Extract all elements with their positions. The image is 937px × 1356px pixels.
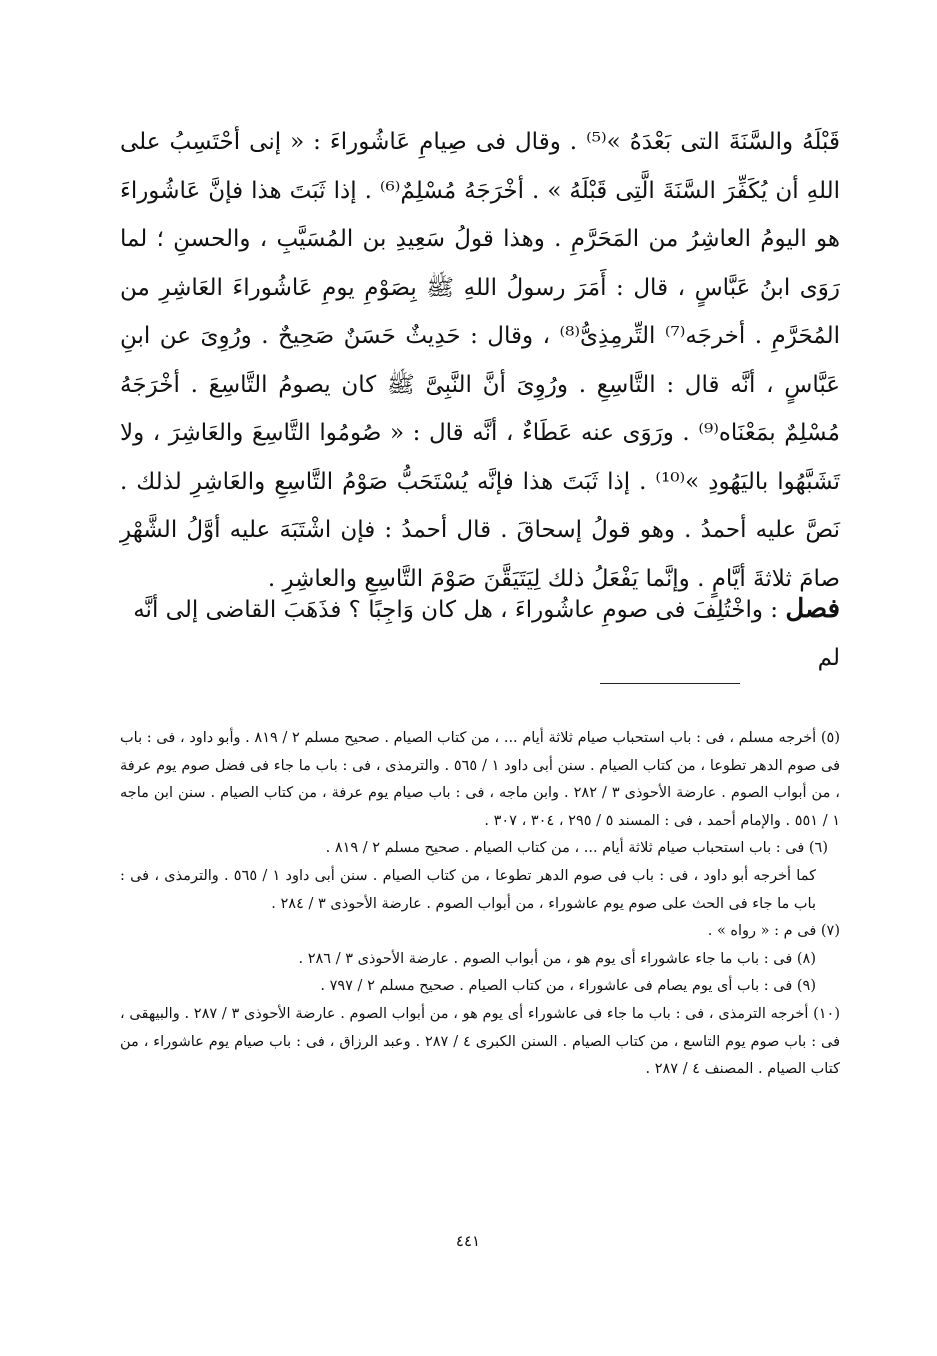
footnote-7: (٧) فى م : « رواه » .: [707, 923, 840, 940]
footnotes-block: [120, 725, 840, 1084]
footnote-10: (١٠) أخرجه الترمذى ، فى : باب ما جاء فى عاشوراء أى يوم هو ، من أبواب الصوم . عارضة الأحوذى ٣ / ٢٨٧ . والبيهقى ، فى : باب صوم يوم التاسع ، من كتاب الصيام . السنن الكبرى ٤ / ٢٨٧ . وعبد الرزاق ، فى : باب صيام يوم عاشوراء ، من كتاب الصيام . المصنف ٤ / ٢٨٧ .: [120, 1005, 841, 1078]
section-text: : واخْتُلِفَ فى صومِ عاشُوراءَ ، هل كان وَاجِبًا ؟ فذَهَبَ القاضى إلى أنَّه لم: [133, 597, 840, 671]
footnote-6-continued: كما أخرجه أبو داود ، فى : باب فى صوم الدهر تطوعا ، من كتاب الصيام . سنن أبى داود ١ / ٥٦٥ . والترمذى ، فى : باب ما جاء فى الحث على صوم يوم عاشوراء ، من أبواب الصوم . عارضة الأحوذى ٣ / ٢٨٤ .: [120, 867, 816, 912]
footnote-6: (٦) فى : باب استحباب صيام ثلاثة أيام ... ، من كتاب الصيام . صحيح مسلم ٢ / ٨١٩ .: [325, 840, 828, 857]
section-heading: فصل: [785, 594, 840, 624]
main-paragraph: قَبْلَهُ والسَّنَةَ التى بَعْدَهُ »⁽⁵⁾ . وقال فى صِيامِ عَاشُوراءَ : « إنى أحْتَسِبُ على اللهِ أن يُكَفِّرَ السَّنَةَ الَّتِى قَبْلَهُ » . أخْرَجَهُ مُسْلِمٌ⁽⁶⁾ . إذا ثَبَتَ هذا فإنَّ عَاشُوراءَ هو اليومُ العاشِرُ من المَحَرَّمِ . وهذا قولُ سَعِيدِ بن المُسَيَّبِ ، والحسنِ ؛ لما رَوَى ابنُ عَبَّاسٍ ، قال : أَمَرَ رسولُ اللهِ ﷺ بِصَوْمِ يومِ عَاشُوراءَ العَاشِرِ من المُحَرَّمِ . أخرجَه⁽⁷⁾ التِّرمِذِىُّ⁽⁸⁾ ، وقال : حَدِيثٌ حَسَنٌ صَحِيحٌ . ورُوِىَ عن ابنِ عَبَّاسٍ ، أنَّه قال : التَّاسِعِ . ورُوِىَ أنَّ النَّبِىَّ ﷺ كان يصومُ التَّاسِعَ . أخْرَجَهُ مُسْلِمٌ بمَعْنَاه⁽⁹⁾ . ورَوَى عنه عَطَاءٌ ، أنَّه قال : « صُومُوا التَّاسِعَ والعَاشِرَ ، ولا تَشَبَّهُوا باليَهُودِ »⁽¹⁰⁾ . إذا ثَبَتَ هذا فإنَّه يُسْتَحَبُّ صَوْمُ التَّاسِعِ والعَاشِرِ لذلك . نَصَّ عليه أحمدُ . وهو قولُ إسحاقَ . قال أحمدُ : فإن اشْتَبَهَ عليه أوَّلُ الشَّهْرِ صامَ ثلاثةَ أيَّامٍ . وإنَّما يَفْعَلُ ذلك لِيَتَيَقَّنَ صَوْمَ التَّاسِعِ والعاشِرِ .: [120, 129, 840, 592]
footnote-divider: [600, 683, 740, 684]
footnote-8: (٨) فى : باب ما جاء عاشوراء أى يوم هو ، من أبواب الصوم . عارضة الأحوذى ٣ / ٢٨٦ .: [298, 950, 816, 967]
footnote-5: (٥) أخرجه مسلم ، فى : باب استحباب صيام ثلاثة أيام ... ، من كتاب الصيام . صحيح مسلم ٢ / ٨١٩ . وأبو داود ، فى : باب فى صوم الدهر تطوعا ، من كتاب الصيام . سنن أبى داود ١ / ٥٦٥ . والترمذى ، فى : باب ما جاء فى فضل صوم يوم عرفة ، من أبواب الصوم . عارضة الأحوذى ٣ / ٢٨٢ . وابن ماجه ، فى : باب صيام يوم عرفة ، من كتاب الصيام . سنن ابن ماجه ١ / ٥٥١ . والإمام أحمد ، فى : المسند ٥ / ٢٩٥ ، ٣٠٤ ، ٣٠٧ .: [120, 730, 840, 829]
section-block: [120, 585, 840, 682]
page-number: ٤٤١: [455, 1232, 481, 1250]
main-text-block: [120, 118, 840, 603]
footnote-9: (٩) فى : باب أى يوم يصام فى عاشوراء ، من كتاب الصيام . صحيح مسلم ٢ / ٧٩٧ .: [320, 978, 816, 995]
